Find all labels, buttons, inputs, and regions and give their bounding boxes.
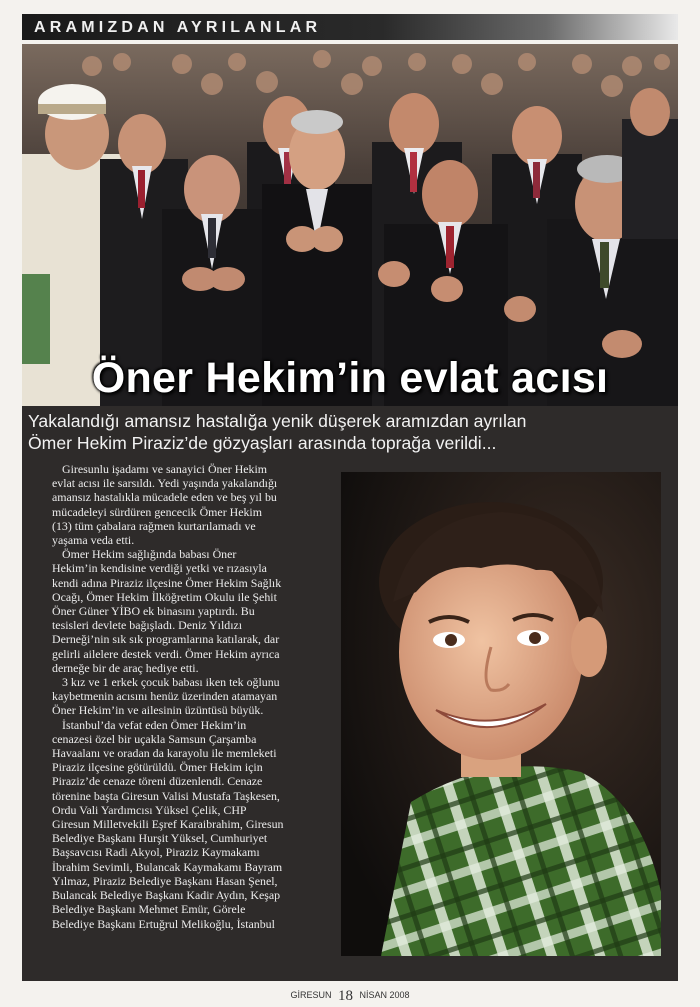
article-subheadline — [28, 410, 668, 454]
paragraph-3 — [52, 675, 342, 718]
body-line: kendi adına Piraziz ilçesine Ömer Hekim Sağlık — [52, 575, 282, 590]
body-line: Ocağı, Ömer Hekim İlköğretim Okulu ile Şehit — [52, 589, 277, 604]
body-line: Giresunlu işadamı ve sanayici Öner Hekim — [62, 462, 268, 476]
body-line: amansız hastalıkla mücadele eden ve beş yıl bu — [52, 490, 277, 505]
body-line: Bulancak Belediye Başkanı Kadir Aydın, Keşap — [52, 888, 281, 903]
boy-portrait-photo — [341, 472, 661, 956]
body-line: Piraziz’de cenaze töreni düzenlendi. Cenaze — [52, 774, 263, 789]
body-line: derneğe bir de araç hediye etti. — [52, 660, 199, 675]
body-line: kaybetmenin acısını henüz üzerinden atamayan — [52, 689, 278, 704]
body-line: İstanbul’da vefat eden Ömer Hekim’in — [62, 717, 247, 732]
footer-city: GİRESUN — [290, 990, 332, 1000]
body-line: Ömer Hekim sağlığında babası Öner — [62, 547, 237, 562]
body-line: Ordu Vali Yardımcısı Yüksel Çelik, CHP — [52, 802, 247, 817]
body-line: yaşama veda etti. — [52, 533, 135, 548]
paragraph-2 — [52, 547, 342, 675]
body-line: Öner Güner YİBO ek binasını yaptırdı. Bu — [52, 604, 255, 619]
body-line: Öner Hekim’in ve ailesinin üzüntüsü büyük. — [52, 703, 264, 718]
body-line: Giresun Milletvekili Eşref Karaibrahim, Giresun — [52, 817, 284, 832]
paragraph-1 — [52, 462, 342, 547]
body-line: Belediye Başkanı Hurşit Yüksel, Cumhuriyet — [52, 831, 268, 846]
article-headline: Öner Hekim’in evlat acısı — [91, 354, 609, 402]
subheadline-line: Ömer Hekim Piraziz’de gözyaşları arasında toprağa verildi... — [28, 433, 497, 453]
body-line: Piraziz ilçesine götürüldü. Ömer Hekim için — [52, 760, 263, 775]
body-line: 3 kız ve 1 erkek çocuk babası iken tek oğlunu — [62, 675, 280, 690]
body-line: mücadeleyi sürdüren gencecik Ömer Hekim — [52, 504, 262, 519]
page-footer — [0, 986, 700, 1004]
body-line: Yılmaz, Piraziz Belediye Başkanı Hasan Şenel, — [52, 873, 278, 888]
body-line: Derneği’nin sık sık programlarına katılarak, dar — [52, 632, 280, 647]
body-line: tesisleri devlete bağışladı. Deniz Yıldızı — [52, 618, 243, 633]
body-line: cenazesi özel bir uçakla Samsun Çarşamba — [52, 731, 257, 746]
body-line: Havaalanı ve oradan da karayolu ile memleketi — [52, 746, 277, 761]
body-line: İbrahim Sevimli, Bulancak Kaymakamı Bayram — [52, 859, 283, 874]
paragraph-4 — [52, 718, 342, 931]
body-line: evlat acısı ile sarsıldı. Yedi yaşında yakalandığı — [52, 476, 278, 491]
body-line: Belediye Başkanı Mehmet Emür, Görele — [52, 902, 246, 917]
body-line: Belediye Başkanı Ertuğrul Melikoğlu, İstanbul — [52, 916, 275, 931]
body-line: Hekim’in kendisine verdiği yetki ve rızasıyla — [52, 561, 267, 576]
body-line: törenine başta Giresun Valisi Mustafa Taşkesen, — [52, 788, 280, 803]
page-number: 18 — [337, 988, 353, 1004]
body-line: (13) tüm çabalara rağmen kurtarılamadı ve — [52, 518, 256, 533]
body-line: Başsavcısı Radi Akyol, Piraziz Kaymakamı — [52, 845, 260, 860]
article-body — [52, 462, 342, 931]
subheadline-line: Yakalandığı amansız hastalığa yenik düşerek aramızdan ayrılan — [28, 411, 527, 431]
section-title: ARAMIZDAN AYRILANLAR — [34, 19, 322, 36]
body-line: gelirli ailelere destek verdi. Ömer Hekim ayrıca — [52, 646, 280, 661]
footer-date: NİSAN 2008 — [359, 990, 410, 1000]
